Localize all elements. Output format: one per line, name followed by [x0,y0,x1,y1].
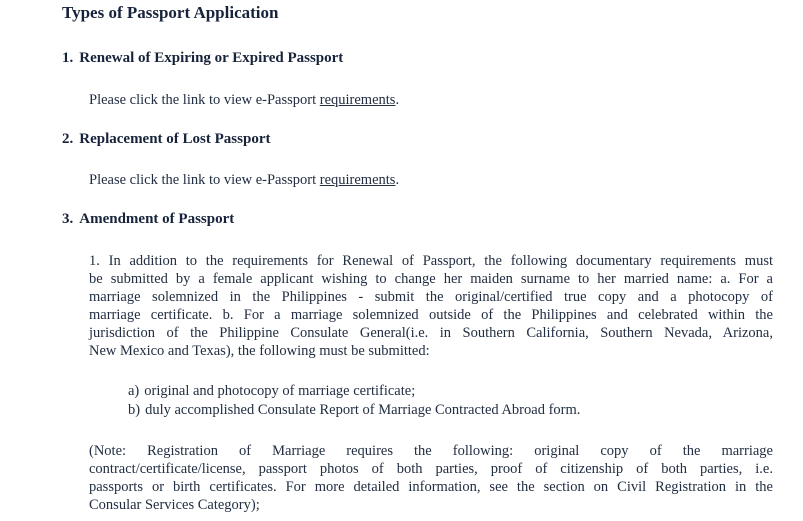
paragraph-line: be submitted by a female applicant wishing to change her maiden surname to her married name: a. For a [89,271,773,287]
requirements-link-renewal[interactable]: requirements [319,92,396,108]
section-title: Replacement of Lost Passport [79,131,271,147]
section-heading-amendment [62,211,234,228]
paragraph-line: marriage certificate. b. For a marriage solemnized outside of the Philippines and celebrated within the [89,307,773,323]
section-number: 1. [62,50,74,66]
instruction-suffix: . [395,92,400,108]
section-heading-replacement [62,131,270,148]
amendment-requirements-list [128,382,580,420]
section-heading-renewal [62,50,343,67]
section-title: Amendment of Passport [79,211,235,227]
note-line: passports or birth certificates. For more detailed information, see the section on Civil Registration in the [89,479,773,495]
list-marker: a) [128,383,140,399]
requirements-link-replacement[interactable]: requirements [319,172,396,188]
section-number: 3. [62,211,74,227]
paragraph-line: New Mexico and Texas), the following must be submitted: [89,343,430,359]
instruction-text: Please click the link to view e-Passport [89,172,320,188]
renewal-instructions [89,92,399,109]
paragraph-line: jurisdiction of the Philippine Consulate General(i.e. in Southern California, Southern Nevada, Arizona, [89,325,773,341]
instruction-text: Please click the link to view e-Passport [89,92,320,108]
list-item [128,401,580,420]
list-item [128,382,580,401]
paragraph-line: marriage solemnized in the Philippines - submit the original/certified true copy and a photocopy of [89,289,773,305]
list-item-text: original and photocopy of marriage certificate; [144,383,416,399]
list-item-text: duly accomplished Consulate Report of Marriage Contracted Abroad form. [145,402,581,418]
section-title: Renewal of Expiring or Expired Passport [79,50,344,66]
section-number: 2. [62,131,74,147]
replacement-instructions [89,172,399,189]
list-marker: b) [128,402,141,418]
note-line: contract/certificate/license, passport photos of both parties, proof of citizenship of both parties, i.e. [89,461,773,477]
instruction-suffix: . [395,172,400,188]
note-line: Consular Services Category); [89,497,260,513]
paragraph-line: 1. In addition to the requirements for Renewal of Passport, the following documentary requirements must [89,253,773,269]
amendment-note [89,442,773,514]
page-title: Types of Passport Application [62,3,279,22]
amendment-paragraph [89,252,773,360]
note-line: (Note: Registration of Marriage requires the following: original copy of the marriage [89,443,773,459]
